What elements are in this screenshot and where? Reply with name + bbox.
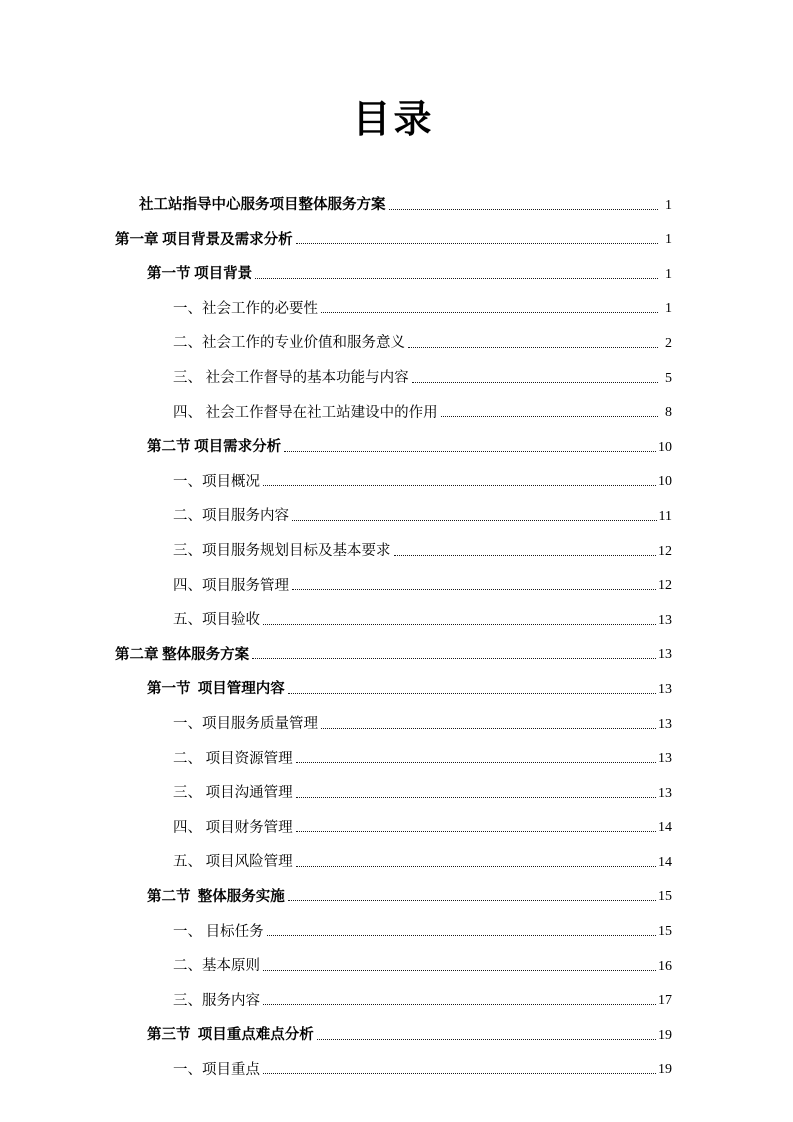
- toc-page-number: 12: [658, 578, 672, 594]
- toc-page-number: 16: [658, 958, 672, 974]
- toc-page-number: 1: [665, 232, 672, 248]
- toc-entry[interactable]: [115, 907, 672, 942]
- toc-page-number: 14: [658, 854, 672, 870]
- toc-page-number: 1: [665, 197, 672, 213]
- toc-leader-dots: [263, 970, 656, 971]
- toc-page-number: 14: [658, 820, 672, 836]
- toc-entry-label: 一、项目服务质量管理: [173, 716, 318, 732]
- toc-entry[interactable]: [115, 492, 672, 527]
- toc-entry[interactable]: [115, 596, 672, 631]
- toc-leader-dots: [292, 520, 657, 521]
- toc-leader-dots: [252, 658, 656, 659]
- toc-entry-label: 三、服务内容: [173, 992, 260, 1009]
- toc-entry-label: 五、 项目风险管理: [173, 854, 293, 871]
- toc-entry[interactable]: [115, 735, 672, 770]
- toc-page-number: 5: [665, 370, 672, 386]
- toc-leader-dots: [263, 1073, 656, 1074]
- toc-page-number: 19: [658, 1027, 672, 1043]
- toc-entry[interactable]: [115, 562, 672, 597]
- toc-page-number: 10: [658, 439, 672, 455]
- toc-entry[interactable]: [115, 1011, 672, 1046]
- toc-page-number: 19: [658, 1062, 672, 1078]
- toc-page-number: 13: [658, 716, 672, 732]
- toc-entry[interactable]: [115, 527, 672, 562]
- toc-entry[interactable]: [115, 389, 672, 424]
- toc-leader-dots: [296, 797, 656, 798]
- toc-entry-label: 第一节 项目管理内容: [147, 681, 285, 698]
- toc-entry-label: 三、 项目沟通管理: [173, 785, 293, 802]
- toc-leader-dots: [321, 312, 658, 313]
- toc-title: 目录: [352, 99, 435, 141]
- toc-entry-label: 二、项目服务内容: [173, 508, 289, 525]
- toc-entry[interactable]: [115, 181, 672, 216]
- toc-entry-label: 社工站指导中心服务项目整体服务方案: [139, 197, 386, 214]
- toc-leader-dots: [296, 866, 656, 867]
- toc-entry[interactable]: [115, 700, 672, 735]
- toc-page-number: 10: [658, 474, 672, 490]
- toc-leader-dots: [288, 693, 656, 694]
- toc-leader-dots: [296, 243, 658, 244]
- toc-leader-dots: [263, 1004, 656, 1005]
- table-of-contents: [115, 181, 672, 1080]
- toc-entry-label: 四、项目服务管理: [173, 577, 289, 594]
- toc-entry[interactable]: [115, 423, 672, 458]
- toc-entry-label: 三、 社会工作督导的基本功能与内容: [173, 370, 409, 387]
- toc-page-number: 11: [658, 508, 672, 524]
- toc-entry-label: 第一章 项目背景及需求分析: [115, 231, 293, 248]
- toc-leader-dots: [441, 416, 658, 417]
- toc-entry[interactable]: [115, 1046, 672, 1081]
- toc-entry-label: 第二节 整体服务实施: [147, 888, 285, 905]
- toc-entry-label: 三、项目服务规划目标及基本要求: [173, 543, 391, 560]
- toc-page-number: 1: [665, 266, 672, 282]
- toc-page-number: 13: [658, 681, 672, 697]
- toc-entry-label: 五、项目验收: [173, 612, 260, 629]
- toc-leader-dots: [296, 831, 656, 832]
- toc-leader-dots: [389, 209, 659, 210]
- toc-entry-label: 二、 项目资源管理: [173, 750, 293, 767]
- toc-leader-dots: [263, 485, 656, 486]
- toc-leader-dots: [296, 762, 656, 763]
- toc-page-number: 1: [665, 301, 672, 317]
- toc-entry[interactable]: [115, 873, 672, 908]
- toc-page-number: 17: [658, 993, 672, 1009]
- toc-leader-dots: [284, 451, 656, 452]
- toc-entry-label: 一、社会工作的必要性: [173, 300, 318, 317]
- toc-entry-label: 第二节 项目需求分析: [147, 439, 282, 456]
- toc-entry[interactable]: [115, 665, 672, 700]
- toc-entry-label: 四、 社会工作督导在社工站建设中的作用: [173, 404, 438, 421]
- toc-entry-label: 二、社会工作的专业价值和服务意义: [173, 335, 405, 352]
- toc-entry-label: 第三节 项目重点难点分析: [147, 1027, 314, 1044]
- toc-leader-dots: [288, 900, 656, 901]
- toc-entry[interactable]: [115, 804, 672, 839]
- toc-page-number: 13: [658, 785, 672, 801]
- toc-leader-dots: [292, 589, 656, 590]
- toc-entry-label: 第一节 项目背景: [147, 266, 253, 283]
- toc-page-number: 15: [658, 924, 672, 940]
- toc-page-number: 13: [658, 751, 672, 767]
- toc-leader-dots: [317, 1039, 656, 1040]
- toc-leader-dots: [255, 278, 658, 279]
- toc-entry[interactable]: [115, 631, 672, 666]
- toc-entry[interactable]: [115, 942, 672, 977]
- toc-leader-dots: [394, 555, 657, 556]
- toc-entry[interactable]: [115, 354, 672, 389]
- toc-entry-label: 二、基本原则: [173, 958, 260, 975]
- toc-entry[interactable]: [115, 285, 672, 320]
- toc-entry[interactable]: [115, 458, 672, 493]
- toc-entry-label: 四、 项目财务管理: [173, 819, 293, 836]
- toc-page-number: 12: [658, 543, 672, 559]
- toc-page-number: 13: [658, 647, 672, 663]
- toc-entry[interactable]: [115, 216, 672, 251]
- toc-entry[interactable]: [115, 838, 672, 873]
- toc-entry-label: 一、 目标任务: [173, 923, 264, 940]
- toc-page-number: 2: [665, 335, 672, 351]
- toc-page-number: 13: [658, 612, 672, 628]
- toc-leader-dots: [321, 728, 656, 729]
- toc-leader-dots: [267, 935, 656, 936]
- toc-leader-dots: [263, 624, 656, 625]
- toc-entry[interactable]: [115, 977, 672, 1012]
- toc-page-number: 8: [665, 405, 672, 421]
- toc-entry-label: 一、项目重点: [173, 1061, 260, 1078]
- toc-entry-label: 第二章 整体服务方案: [115, 646, 250, 663]
- toc-entry-label: 一、项目概况: [173, 473, 260, 490]
- toc-leader-dots: [412, 382, 658, 383]
- toc-leader-dots: [408, 347, 658, 348]
- toc-entry[interactable]: [115, 769, 672, 804]
- toc-page-number: 15: [658, 889, 672, 905]
- toc-entry[interactable]: [115, 319, 672, 354]
- toc-entry[interactable]: [115, 250, 672, 285]
